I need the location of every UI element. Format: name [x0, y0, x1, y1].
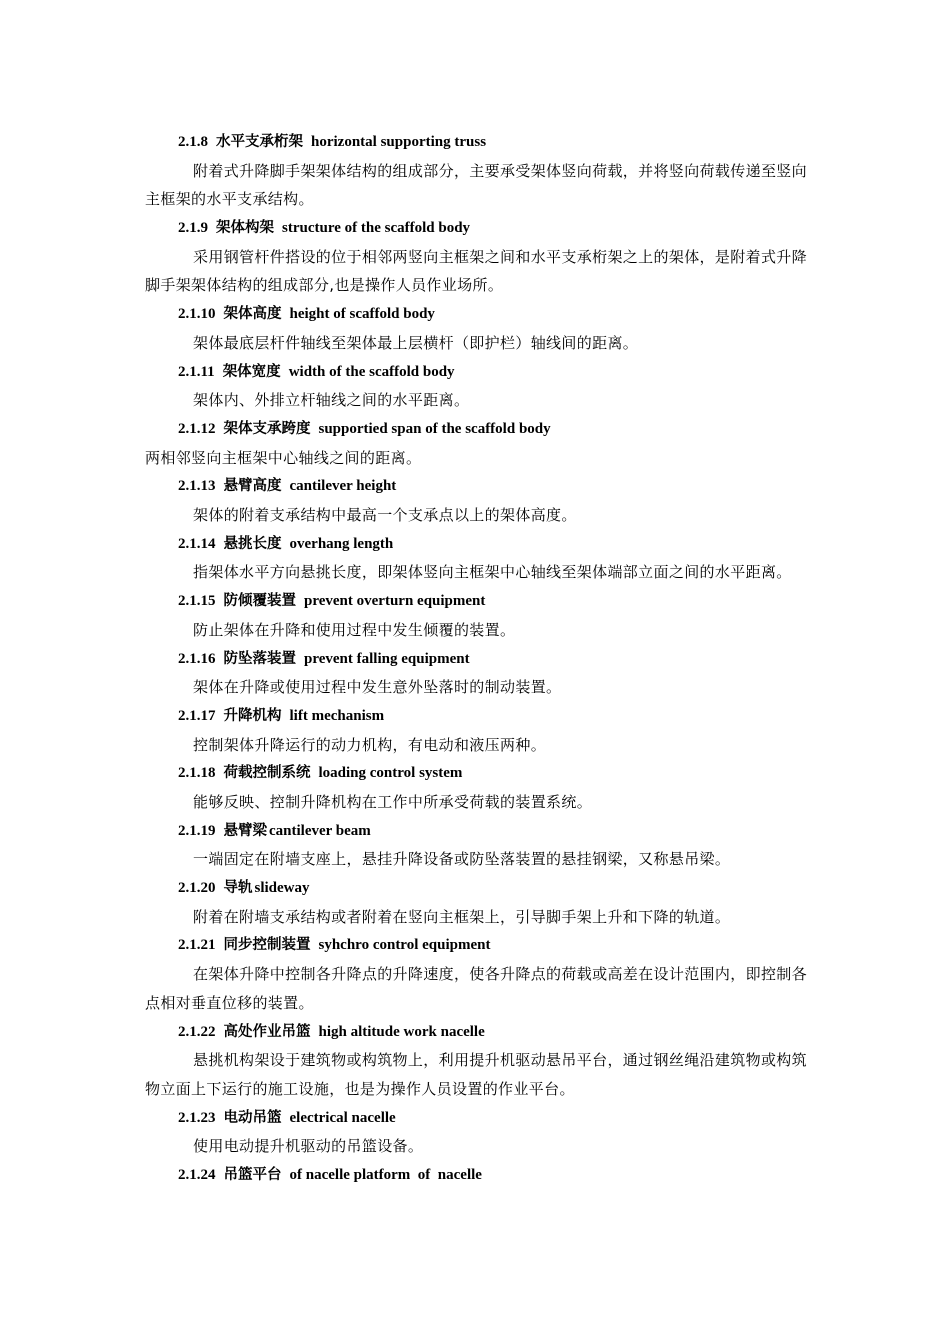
term-chinese: 高处作业吊篮 [223, 1023, 311, 1040]
term-definition: 采用钢管杆件搭设的位于相邻两竖向主框架之间和水平支承桁架之上的架体，是附着式升降脚手架架体结构的组成部分,也是操作人员作业场所。 [145, 247, 808, 295]
term-english: high altitude work nacelle [318, 1023, 485, 1040]
term-number: 2.1.23 [178, 1109, 216, 1126]
term-chinese: 悬臂梁 [223, 822, 267, 839]
term-chinese: 荷载控制系统 [223, 765, 311, 782]
term-chinese: 架体构架 [216, 220, 274, 237]
term-definition: 控制架体升降运行的动力机构，有电动和液压两种。 [193, 735, 547, 754]
term-english: loading control system [318, 765, 463, 782]
term-heading [145, 300, 807, 329]
term-definition: 在架体升降中控制各升降点的升降速度，使各升降点的荷载或高差在设计范围内，即控制各点相对垂直位移的装置。 [145, 965, 808, 1012]
term-english: lift mechanism [289, 707, 385, 724]
entry [145, 702, 807, 759]
entry [145, 759, 807, 816]
term-number: 2.1.13 [178, 478, 216, 495]
term-english: electrical nacelle [289, 1109, 396, 1126]
term-chinese: 水平支承桁架 [216, 134, 303, 150]
term-english: height of scaffold body [289, 306, 435, 323]
term-heading [145, 645, 807, 674]
term-heading [145, 1161, 807, 1190]
entry [145, 817, 807, 874]
term-chinese: 电动吊篮 [223, 1109, 282, 1126]
term-heading [145, 874, 807, 903]
term-number: 2.1.15 [178, 593, 216, 610]
term-definition: 一端固定在附墙支座上，悬挂升降设备或防坠落装置的悬挂钢梁，又称悬吊梁。 [193, 850, 731, 869]
term-heading [145, 702, 807, 731]
entry [145, 931, 807, 1017]
term-heading [145, 931, 807, 960]
term-english: of nacelle platform of nacelle [289, 1167, 482, 1184]
entry [145, 415, 807, 472]
term-chinese: 架体支承跨度 [223, 420, 311, 437]
term-chinese: 吊篮平台 [223, 1167, 282, 1184]
term-english: prevent falling equipment [304, 650, 470, 667]
term-definition: 架体内、外排立杆轴线之间的水平距离。 [193, 391, 470, 410]
term-chinese: 架体高度 [223, 306, 282, 323]
term-english: syhchro control equipment [318, 937, 491, 954]
term-number: 2.1.14 [178, 535, 216, 552]
term-chinese: 同步控制装置 [223, 937, 311, 954]
term-heading [145, 214, 807, 243]
term-number: 2.1.21 [178, 937, 216, 954]
entry [145, 300, 807, 357]
term-definition: 架体最底层杆件轴线至架体最上层横杆（即护栏）轴线间的距离。 [193, 333, 639, 352]
term-definition: 两相邻竖向主框架中心轴线之间的距离。 [145, 448, 422, 467]
entry [145, 587, 807, 644]
term-chinese: 防坠落装置 [223, 650, 296, 667]
term-chinese: 悬臂高度 [223, 478, 282, 495]
entry [145, 530, 807, 587]
term-definition: 悬挑机构架设于建筑物或构筑物上，利用提升机驱动悬吊平台，通过钢丝绳沿建筑物或构筑物立面上下运行的施工设施，也是为操作人员设置的作业平台。 [145, 1051, 808, 1098]
entry [145, 358, 807, 415]
term-number: 2.1.22 [178, 1023, 216, 1040]
term-number: 2.1.19 [178, 822, 216, 839]
term-heading [145, 817, 807, 846]
entry [145, 128, 807, 214]
term-english: slideway [254, 880, 310, 897]
document-body [145, 128, 807, 1190]
term-number: 2.1.16 [178, 650, 216, 667]
term-chinese: 导轨 [223, 880, 253, 897]
term-heading [145, 415, 807, 444]
term-number: 2.1.8 [178, 134, 208, 150]
term-definition: 能够反映、控制升降机构在工作中所承受荷载的装置系统。 [193, 793, 593, 811]
term-heading [145, 472, 807, 501]
term-definition: 架体的附着支承结构中最高一个支承点以上的架体高度。 [193, 506, 577, 525]
term-definition: 附着在附墙支承结构或者附着在竖向主框架上，引导脚手架上升和下降的轨道。 [193, 907, 731, 926]
term-definition: 架体在升降或使用过程中发生意外坠落时的制动装置。 [193, 678, 562, 697]
term-chinese: 防倾覆装置 [223, 593, 296, 610]
term-definition: 使用电动提升机驱动的吊篮设备。 [193, 1137, 424, 1156]
term-definition: 指架体水平方向悬挑长度，即架体竖向主框架中心轴线至架体端部立面之间的水平距离。 [193, 563, 792, 582]
term-chinese: 升降机构 [223, 707, 282, 724]
term-english: horizontal supporting truss [311, 134, 487, 150]
term-number: 2.1.12 [178, 420, 216, 437]
term-heading [145, 1104, 807, 1133]
term-english: structure of the scaffold body [282, 220, 471, 237]
entry [145, 645, 807, 702]
term-number: 2.1.24 [178, 1167, 216, 1184]
term-english: cantilever beam [269, 822, 371, 839]
term-heading [145, 759, 807, 788]
term-definition: 防止架体在升降和使用过程中发生倾覆的装置。 [193, 620, 516, 639]
term-number: 2.1.9 [178, 220, 208, 237]
term-number: 2.1.11 [178, 363, 215, 380]
term-english: supportied span of the scaffold body [318, 420, 551, 437]
entry [145, 214, 807, 300]
term-english: overhang length [289, 535, 394, 552]
term-chinese: 架体宽度 [222, 363, 281, 380]
entry [145, 1018, 807, 1104]
term-definition: 附着式升降脚手架架体结构的组成部分，主要承受架体竖向荷载，并将竖向荷载传递至竖向主框架的水平支承结构。 [145, 161, 808, 209]
term-chinese: 悬挑长度 [223, 535, 282, 552]
term-heading [145, 587, 807, 616]
entry [145, 1161, 807, 1190]
term-heading [145, 128, 807, 157]
term-english: width of the scaffold body [288, 363, 455, 380]
entry [145, 874, 807, 931]
term-number: 2.1.10 [178, 306, 216, 323]
term-english: prevent overturn equipment [304, 593, 486, 610]
term-heading [145, 1018, 807, 1047]
term-english: cantilever height [289, 478, 397, 495]
term-heading [145, 530, 807, 559]
term-heading [145, 358, 807, 387]
term-number: 2.1.18 [178, 765, 216, 782]
term-number: 2.1.20 [178, 880, 216, 897]
term-number: 2.1.17 [178, 707, 216, 724]
entry [145, 472, 807, 529]
entry [145, 1104, 807, 1161]
